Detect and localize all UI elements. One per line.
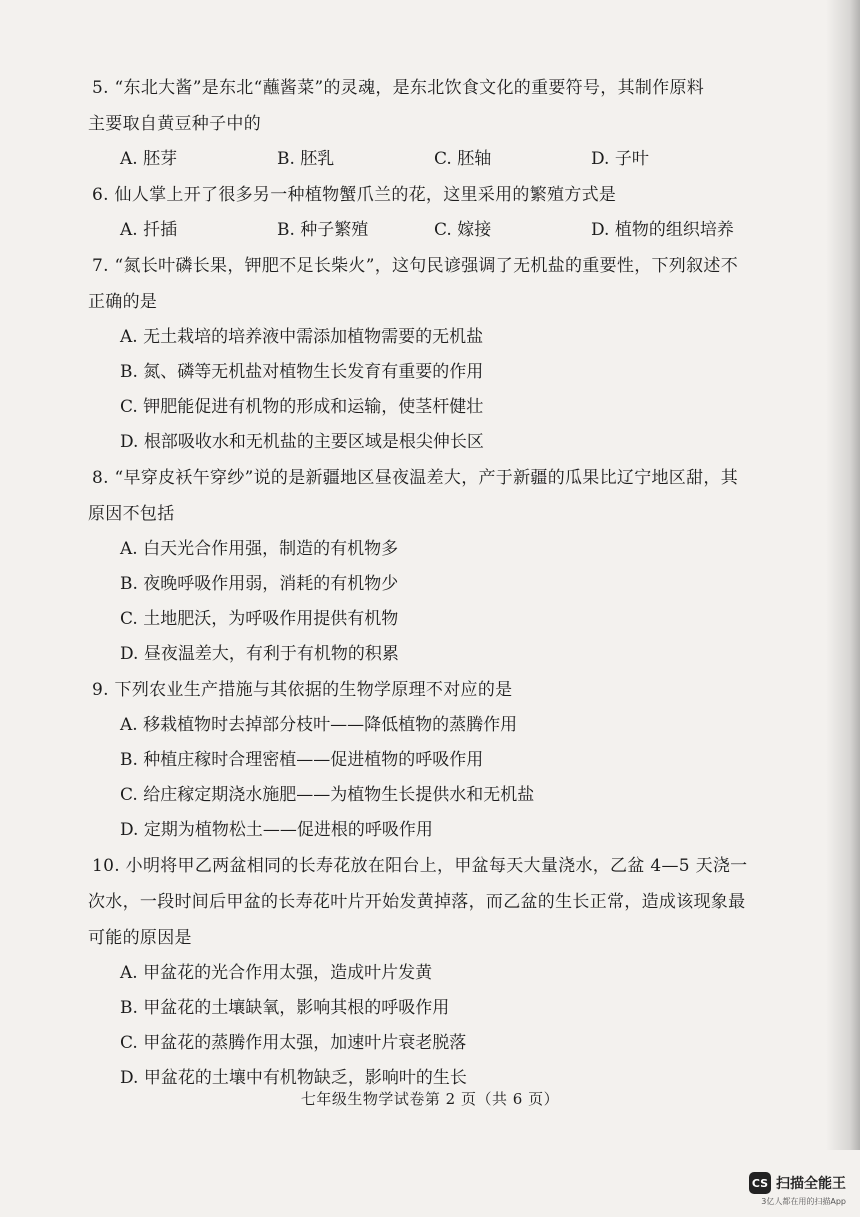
option-d: D. 昼夜温差大，有利于有机物的积累	[120, 644, 399, 664]
question-stem-line: 正确的是	[88, 292, 158, 312]
question-stem-line: 主要取自黄豆种子中的	[88, 114, 261, 134]
question-9	[92, 672, 797, 848]
option-d: D. 定期为植物松土——促进根的呼吸作用	[120, 820, 433, 840]
option-b: B. 夜晚呼吸作用弱，消耗的有机物少	[120, 574, 399, 594]
question-list	[88, 70, 797, 1096]
page-footer: 七年级生物学试卷第 2 页（共 6 页）	[300, 1090, 560, 1108]
question-stem-line: 6. 仙人掌上开了很多另一种植物蟹爪兰的花，这里采用的繁殖方式是	[92, 185, 617, 205]
option-a: A. 胚芽	[120, 149, 178, 169]
option-d: D. 根部吸收水和无机盐的主要区域是根尖伸长区	[120, 432, 484, 452]
question-stem-line: 5. “东北大酱”是东北“蘸酱菜”的灵魂，是东北饮食文化的重要符号，其制作原料	[92, 78, 705, 98]
watermark-slogan: 3亿人都在用的扫描App	[761, 1197, 846, 1206]
option-a: A. 扦插	[120, 220, 178, 240]
scanner-watermark	[749, 1172, 846, 1207]
watermark-name: 扫描全能王	[776, 1176, 846, 1192]
option-b: B. 甲盆花的土壤缺氧，影响其根的呼吸作用	[120, 998, 450, 1018]
option-a: A. 甲盆花的光合作用太强，造成叶片发黄	[120, 963, 433, 983]
option-a: A. 移栽植物时去掉部分枝叶——降低植物的蒸腾作用	[120, 715, 518, 735]
option-d: D. 甲盆花的土壤中有机物缺乏，影响叶的生长	[120, 1068, 467, 1088]
question-stem-line: 7. “氮长叶磷长果，钾肥不足长柴火”，这句民谚强调了无机盐的重要性，下列叙述不	[92, 256, 739, 276]
question-stem-line: 可能的原因是	[88, 928, 192, 948]
option-c: C. 土地肥沃，为呼吸作用提供有机物	[120, 609, 399, 629]
option-b: B. 氮、磷等无机盐对植物生长发育有重要的作用	[120, 362, 484, 382]
question-stem-line: 原因不包括	[88, 504, 175, 524]
option-d: D. 子叶	[591, 149, 649, 169]
option-b: B. 胚乳	[277, 149, 335, 169]
question-7	[88, 248, 797, 460]
question-8	[88, 460, 797, 672]
question-stem-line: 8. “早穿皮袄午穿纱”说的是新疆地区昼夜温差大，产于新疆的瓜果比辽宁地区甜，其	[92, 468, 739, 488]
options-row	[120, 213, 797, 248]
question-5	[88, 70, 797, 177]
option-c: C. 钾肥能促进有机物的形成和运输，使茎杆健壮	[120, 397, 484, 417]
question-stem-line: 次水，一段时间后甲盆的长寿花叶片开始发黄掉落，而乙盆的生长正常，造成该现象最	[88, 892, 746, 912]
option-c: C. 胚轴	[434, 149, 492, 169]
option-b: B. 种子繁殖	[277, 220, 369, 240]
option-c: C. 给庄稼定期浇水施肥——为植物生长提供水和无机盐	[120, 785, 535, 805]
option-c: C. 嫁接	[434, 220, 492, 240]
question-10	[88, 848, 797, 1096]
option-a: A. 无土栽培的培养液中需添加植物需要的无机盐	[120, 327, 484, 347]
option-b: B. 种植庄稼时合理密植——促进植物的呼吸作用	[120, 750, 484, 770]
camscanner-logo-icon: CS	[749, 1172, 771, 1194]
options-row	[120, 142, 797, 177]
question-6	[92, 177, 797, 248]
option-c: C. 甲盆花的蒸腾作用太强，加速叶片衰老脱落	[120, 1033, 467, 1053]
scan-shadow-edge	[826, 0, 860, 1150]
question-stem-line: 9. 下列农业生产措施与其依据的生物学原理不对应的是	[92, 680, 513, 700]
question-stem-line: 10. 小明将甲乙两盆相同的长寿花放在阳台上，甲盆每天大量浇水，乙盆 4—5 天浇一	[92, 856, 748, 876]
option-a: A. 白天光合作用强，制造的有机物多	[120, 539, 399, 559]
option-d: D. 植物的组织培养	[591, 220, 734, 240]
